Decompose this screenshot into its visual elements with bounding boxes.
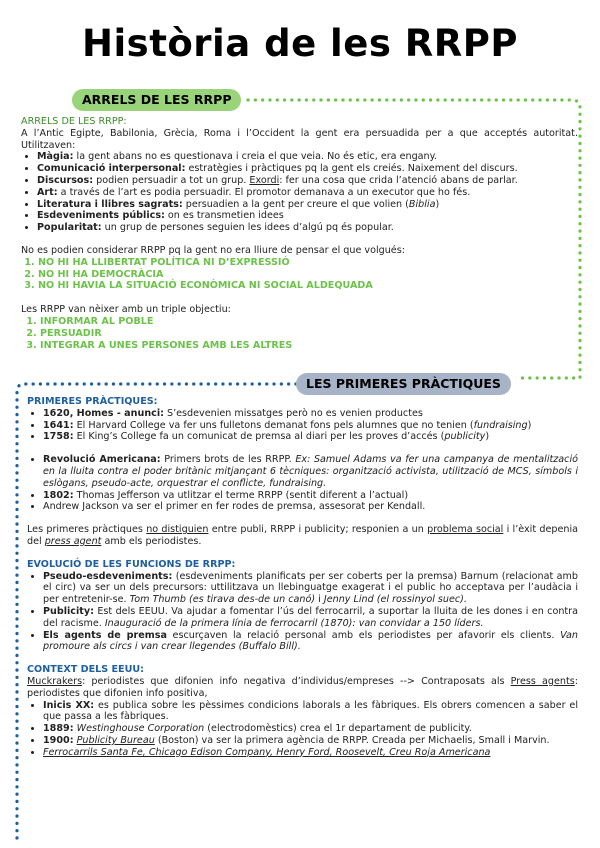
section-primeres	[27, 396, 578, 759]
section-heading: EVOLUCIÓ DE LES FUNCIONS DE RRPP:	[27, 558, 236, 570]
bullet-list	[27, 454, 578, 513]
list-item: • Ferrocarrils Santa Fe, Chicago Edison Company, Henry Ford, Roosevelt, Creu Roja Americana	[43, 747, 578, 759]
list-item: • 1900: Publicity Bureau (Boston) va ser la primera agència de RRPP. Creada per Michaelis, Small i Marvin.	[43, 735, 578, 747]
section-arrels	[21, 116, 578, 351]
bullet-list	[27, 571, 578, 654]
list-item: • 1802: Thomas Jefferson va utlitzar el terme RRPP (sentit diferent a l’actual)	[43, 490, 578, 502]
list-item: • 1641: El Harvard College va fer uns fulletons demanat fons pels alumnes que no tenien (fundraising)	[43, 420, 578, 432]
list-item: • Literatura i llibres sagrats: persuadien a la gent per creure el que volien (Biblia)	[37, 199, 578, 211]
list-item: • 1620, Homes - anunci: S’esdevenien missatges però no es venien productes	[43, 408, 578, 420]
list-item: • 1758: El King’s College fa un comunicat de premsa al diari per les proves d’accés (publicity)	[43, 431, 578, 443]
list-item: • Revolució Americana: Primers brots de les RRPP. Ex: Samuel Adams va fer una campanya de mentalització en la lluita contra el poder britànic mitjançant 6 tècniques: organització activista, utilització de MCS, símbols i eslògans, pseudo-acte, orquestrar el conflicte, fundraising.	[43, 454, 578, 489]
section-heading: CONTEXT DELS EEUU:	[27, 664, 145, 676]
list-item: • Pseudo-esdeveniments: (esdeveniments planificats per ser coberts per la premsa) Barnum (relacionat amb el circ) va ser un dels precursors: uttilitzava un llebinguatge exagerat i el public ho acceptava per l’audàcia i per entretenir-se. Tom Thumb (es tirava des-de un canó) i Jenny Lind (el rossinyol suec).	[43, 571, 578, 606]
list-item: • Comunicació interpersonal: estratègies i pràctiques pq la gent els creiés. Naixement del discurs.	[37, 163, 578, 175]
list-item: • Andrew Jackson va ser el primer en fer rodes de premsa, assesorat per Kendall.	[43, 501, 578, 513]
section-heading: PRIMERES PRÀCTIQUES:	[27, 396, 158, 407]
numbered-list	[21, 257, 578, 292]
section-pill-primeres: LES PRIMERES PRÀCTIQUES	[296, 373, 511, 395]
list-item: • Art: a través de l’art es podia persuadir. El promotor demanava a un executor que ho fés.	[37, 187, 578, 199]
bullet-list	[21, 151, 578, 234]
paragraph: Muckrakers: periodistes que difonien info negativa d’individus/empreses --> Contraposats als Press agents: periodistes que difonien info positiva,	[27, 675, 578, 699]
list-item: 3. INTEGRAR A UNES PERSONES AMB LES ALTRES	[40, 340, 578, 352]
list-item: • Discursos: podien persuadir a tot un grup. Exordi: fer una cosa que crida l’atenció abans de parlar.	[37, 175, 578, 187]
list-item: • Popularitat: un grup de persones seguien les idees d’algú pq és popular.	[37, 222, 578, 234]
list-item: • Els agents de premsa escurçaven la relació personal amb els periodistes per afavorir els clients. Van promoure als circs i van crear llegendes (Buffalo Bill).	[43, 630, 578, 654]
paragraph: Les primeres pràctiques no distiguien entre publi, RRPP i publicity; responien a un problema social i l’èxit depenia del press agent amb els periodistes.	[27, 524, 578, 547]
list-item: 3. NO HI HAVIA LA SITUACIÓ ECONÒMICA NI SOCIAL ALDEQUADA	[38, 280, 578, 292]
paragraph: A l’Antic Egipte, Babilonia, Grècia, Roma i l’Occident la gent era persuadida per a que acceptés autoritat. Utilitzaven:	[21, 127, 578, 151]
list-item: 1. NO HI HA LLIBERTAT POLÍTICA NI D’EXPRESSIÓ	[38, 257, 578, 269]
paragraph: Les RRPP van nèixer amb un triple objectiu:	[21, 304, 231, 316]
list-item: 2. NO HI HA DEMOCRÀCIA	[38, 269, 578, 281]
list-item: • Inicis XX: es publica sobre les pèssimes condicions laborals a les fàbriques. Els obrers comencen a saber el que passa a les fàbriques.	[43, 700, 578, 724]
bullet-list	[27, 408, 578, 443]
numbered-list	[21, 316, 578, 351]
list-item: • 1889: Westinghouse Corporation (electrodomèstics) crea el 1r departament de publicity.	[43, 723, 578, 735]
list-item: • Publicity: Est dels EEUU. Va ajudar a fomentar l’ús del ferrocarril, a suportar la lluita de les dones i en contra del racisme. Inauguració de la primera línia de ferrocarril (1870): van convidar a 150 líders.	[43, 606, 578, 630]
list-item: • Màgia: la gent abans no es questionava i creia el que veia. No és etic, era engany.	[37, 151, 578, 163]
list-item: • Esdeveniments públics: on es transmetien idees	[37, 210, 578, 222]
bullet-list	[27, 700, 578, 759]
paragraph: No es podien considerar RRPP pq la gent no era lliure de pensar el que volgués:	[21, 244, 405, 256]
section-heading: ARRELS DE LES RRPP:	[21, 116, 127, 127]
section-pill-arrels: ARRELS DE LES RRPP	[72, 89, 241, 111]
list-item: 2. PERSUADIR	[40, 328, 578, 340]
page-title: Història de les RRPP	[82, 22, 518, 65]
list-item: 1. INFORMAR AL POBLE	[40, 316, 578, 328]
